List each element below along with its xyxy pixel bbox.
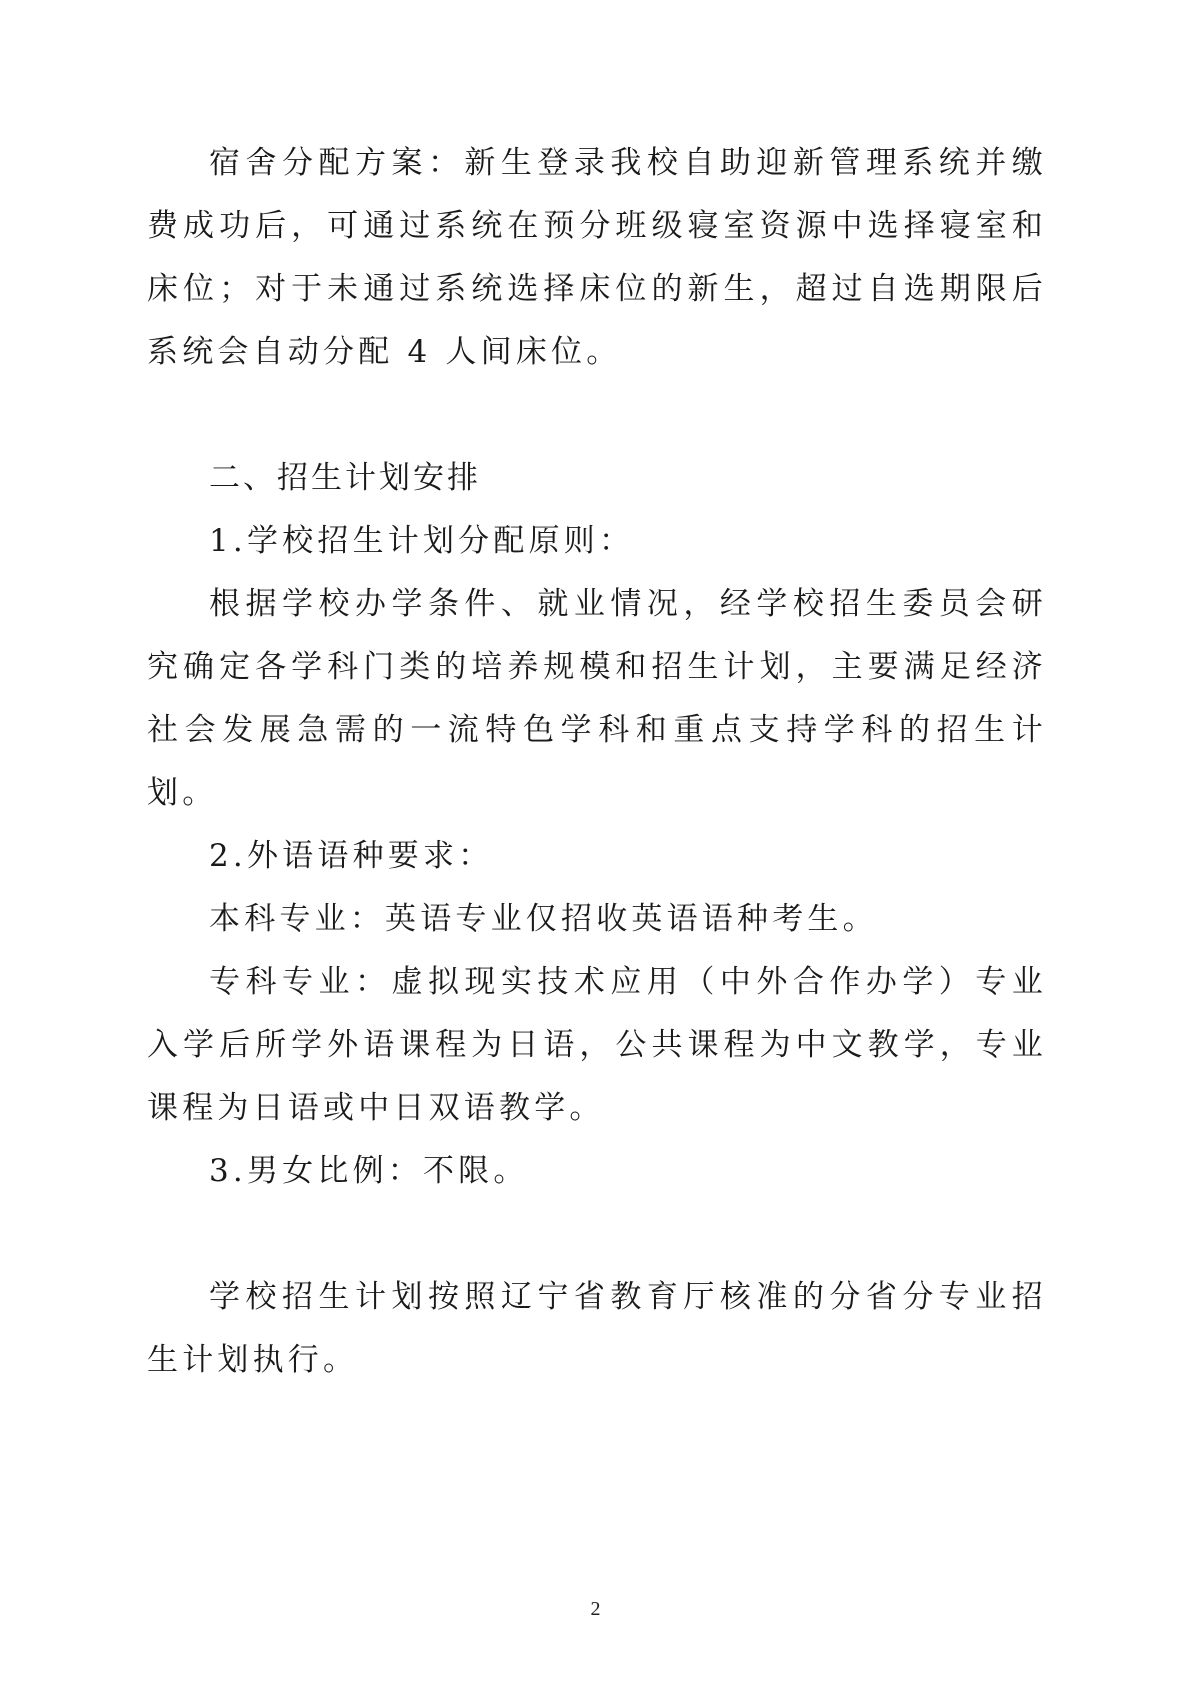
paragraph-junior-college: 专科专业：虚拟现实技术应用（中外合作办学）专业入学后所学外语课程为日语，公共课程为中文教学，专业课程为日语或中日双语教学。 [147,964,1047,1126]
item-1-body: 根据学校办学条件、就业情况，经学校招生委员会研究确定各学科门类的培养规模和招生计划，主要满足经济社会发展急需的一流特色学科和重点支持学科的招生计划。 [147,586,1047,811]
item-2-title: 2.外语语种要求： [209,838,494,874]
paragraph-undergrad: 本科专业：英语专业仅招收英语语种考生。 [209,901,878,937]
item-3: 3.男女比例：不限。 [209,1153,529,1189]
paragraph-plan-execution: 学校招生计划按照辽宁省教育厅核准的分省分专业招生计划执行。 [147,1279,1047,1378]
paragraph-spacer [147,1203,1047,1266]
document-body [147,132,1047,1392]
section-heading: 二、招生计划安排 [209,460,481,496]
item-1-title: 1.学校招生计划分配原则： [209,523,635,559]
page-number: 2 [590,1598,601,1620]
paragraph-spacer [147,384,1047,447]
paragraph-dorm-plan: 宿舍分配方案：新生登录我校自助迎新管理系统并缴费成功后，可通过系统在预分班级寝室资源中选择寝室和床位；对于未通过系统选择床位的新生，超过自选期限后系统会自动分配 4 人间床位。 [147,145,1047,370]
